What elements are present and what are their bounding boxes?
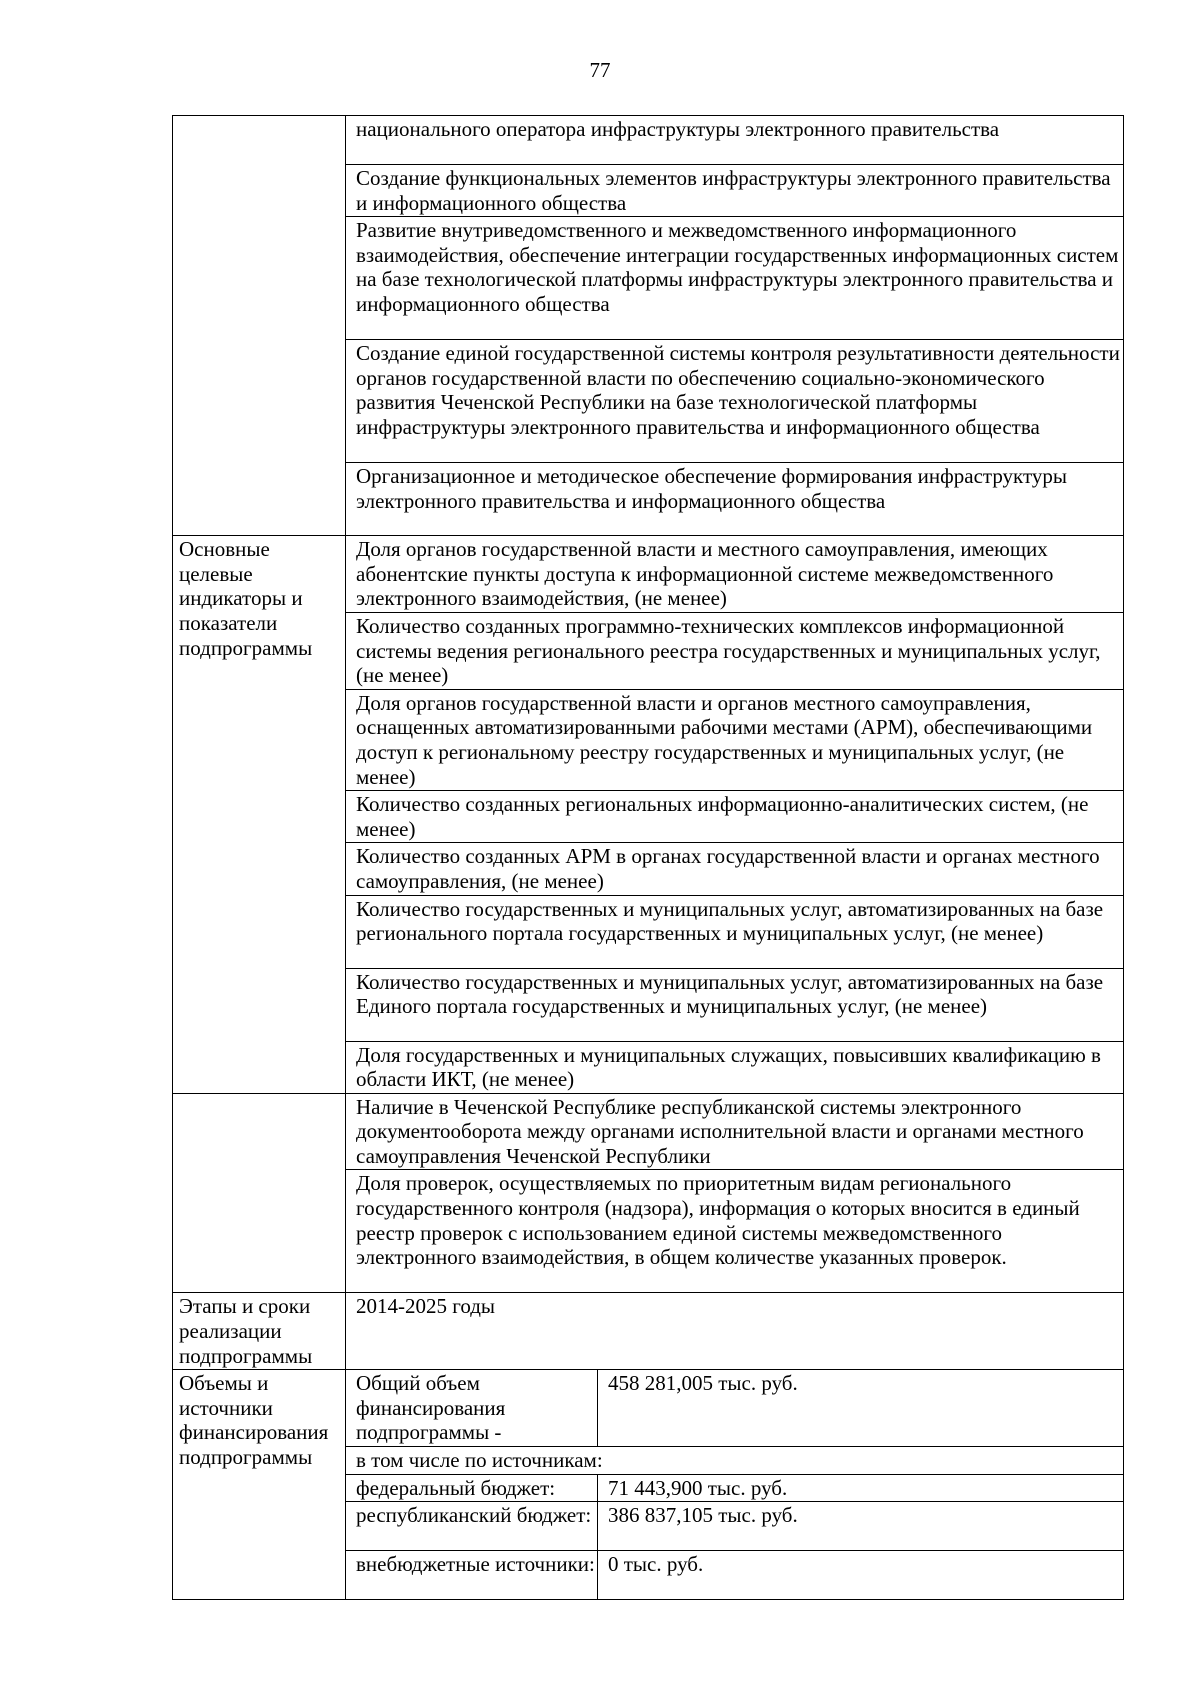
funding-sources-caption: в том числе по источникам: (346, 1447, 1124, 1475)
table-row (173, 1293, 1124, 1370)
page-number: 77 (589, 58, 611, 82)
cell-task: Развитие внутриведомственного и межведомственного информационного взаимодействия, обеспечение интеграции государственных информационных систем на базе технологической платформы инфраструктуры электронного правительства и информационного общества (346, 217, 1124, 340)
cell-task: Создание единой государственной системы контроля результативности деятельности органов государственной власти по обеспечению социально-экономического развития Чеченской Республики на базе технологической платформы инфраструктуры электронного правительства и информационного общества (346, 340, 1124, 463)
cell-task: Организационное и методическое обеспечение формирования инфраструктуры электронного правительства и информационного общества (346, 463, 1124, 536)
subprogram-passport-table (172, 115, 1124, 1600)
funding-total-label: Общий объем финансирования подпрограммы - (346, 1370, 598, 1447)
cell-indicator: Количество созданных региональных информационно-аналитических систем, (не менее) (346, 791, 1124, 843)
stages-label: Этапы и сроки реализации подпрограммы (173, 1293, 346, 1370)
table-row (173, 536, 1124, 613)
cell-task-cont: национального оператора инфраструктуры электронного правительства (346, 116, 1124, 165)
indicators-label: Основные целевые индикаторы и показатели подпрограммы (173, 536, 346, 1094)
cell-task: Создание функциональных элементов инфраструктуры электронного правительства и информационного общества (346, 165, 1124, 217)
funding-total-value: 458 281,005 тыс. руб. (598, 1370, 1124, 1447)
funding-federal-value: 71 443,900 тыс. руб. (598, 1474, 1124, 1502)
funding-offbudget-label: внебюджетные источники: (346, 1551, 598, 1600)
cell-indicator: Доля органов государственной власти и местного самоуправления, имеющих абонентские пункты доступа к информационной системе межведомственного электронного взаимодействия, (не менее) (346, 536, 1124, 613)
cell-indicator: Количество государственных и муниципальных услуг, автоматизированных на базе регионального портала государственных и муниципальных услуг, (не менее) (346, 895, 1124, 968)
cell-indicator: Доля государственных и муниципальных служащих, повысивших квалификацию в области ИКТ, (не менее) (346, 1041, 1124, 1093)
funding-republic-label: республиканский бюджет: (346, 1502, 598, 1551)
cell-indicator: Наличие в Чеченской Республике республиканской системы электронного документооборота между органами исполнительной власти и органами местного самоуправления Чеченской Республики (346, 1093, 1124, 1170)
cell-indicator: Количество созданных программно-технических комплексов информационной системы ведения регионального реестра государственных и муниципальных услуг, (не менее) (346, 612, 1124, 689)
cell-indicator: Доля органов государственной власти и органов местного самоуправления, оснащенных автоматизированными рабочими местами (АРМ), обеспечивающими доступ к региональному реестру государственных и муниципальных услуг, (не менее) (346, 689, 1124, 790)
funding-republic-value: 386 837,105 тыс. руб. (598, 1502, 1124, 1551)
funding-offbudget-value: 0 тыс. руб. (598, 1551, 1124, 1600)
table-row (173, 116, 1124, 165)
stages-value: 2014-2025 годы (346, 1293, 1124, 1370)
funding-federal-label: федеральный бюджет: (346, 1474, 598, 1502)
cell-indicator: Количество созданных АРМ в органах государственной власти и органах местного самоуправления, (не менее) (346, 843, 1124, 895)
funding-label: Объемы и источники финансирования подпрограммы (173, 1370, 346, 1600)
cell-indicator: Доля проверок, осуществляемых по приоритетным видам регионального государственного контроля (надзора), информация о которых вносится в единый реестр проверок с использованием единой системы межведомственного электронного взаимодействия, в общем количестве указанных проверок. (346, 1170, 1124, 1293)
label-cell-empty (173, 1093, 346, 1293)
table-row (173, 1093, 1124, 1170)
table-row (173, 1370, 1124, 1447)
label-cell-empty (173, 116, 346, 536)
cell-indicator: Количество государственных и муниципальных услуг, автоматизированных на базе Единого портала государственных и муниципальных услуг, (не менее) (346, 968, 1124, 1041)
